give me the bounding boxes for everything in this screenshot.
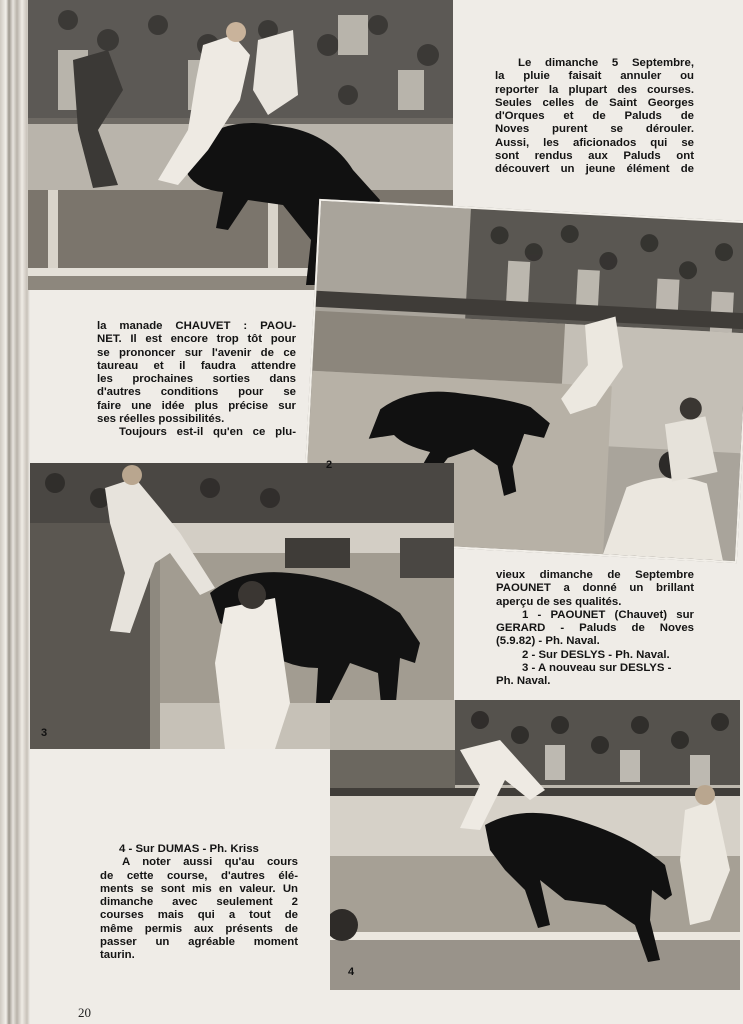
text-line: A noter aussi qu'au cours: [122, 856, 298, 869]
photo-4-image: [330, 700, 740, 990]
photo-3-number: 3: [41, 727, 48, 739]
text-block-middle-right: [496, 569, 694, 689]
page-number: 20: [78, 1005, 91, 1020]
photo-4-number: 4: [348, 966, 355, 978]
text-block-top-right: [495, 57, 694, 177]
text-line: Le dimanche 5 Septembre,: [518, 57, 694, 69]
caption-photo-4: 4 - Sur DUMAS - Ph. Kriss: [119, 843, 259, 855]
text-line: sont rendus aux Paluds ont: [495, 150, 694, 163]
text-line: découvert un jeune élément de: [495, 163, 694, 176]
text-line: aperçu de ses qualités.: [496, 595, 622, 608]
text-line: GERARD - Paluds de Noves: [496, 622, 694, 635]
text-line: vieux dimanche de Septembre: [496, 569, 694, 581]
text-line: 1 - PAOUNET (Chauvet) sur: [522, 608, 694, 621]
photo-4: [330, 700, 740, 990]
text-line: courses mais qui a tout de: [100, 909, 298, 922]
text-line: reporter la plupart des courses.: [495, 83, 694, 96]
text-line: 3 - A nouveau sur DESLYS -: [522, 662, 672, 675]
text-line: (5.9.82) - Ph. Naval.: [496, 635, 600, 648]
text-line: Noves purent se dérouler.: [495, 123, 694, 136]
text-line: Toujours est-il qu'en ce plu-: [119, 426, 296, 439]
text-block-middle-left: [97, 320, 296, 440]
text-block-bottom-left: [100, 843, 298, 963]
text-line: taurin.: [100, 949, 135, 962]
text-line: 2 - Sur DESLYS - Ph. Naval.: [522, 648, 670, 661]
text-line: ses réelles possibilités.: [97, 413, 225, 426]
text-line: NET. Il est encore trop tôt pour: [97, 333, 296, 346]
text-line: de cette course, d'autres élé-: [100, 869, 298, 882]
text-line: ments se sont mis en valeur. Un: [100, 882, 298, 895]
page-binding-edge: [0, 0, 30, 1024]
text-line: d'Orques et de Paluds de: [495, 110, 694, 123]
text-line: la pluie faisait annuler ou: [495, 70, 694, 83]
text-line: Ph. Naval.: [496, 675, 551, 688]
text-line: même permis aux présents de: [100, 922, 298, 935]
text-line: dimanche avec seulement 2: [100, 896, 298, 909]
text-line: PAOUNET a donné un brillant: [496, 582, 694, 595]
text-line: d'autres conditions pour se: [97, 386, 296, 399]
text-line: faire une idée plus précise sur: [97, 399, 296, 412]
text-line: la manade CHAUVET : PAOU-: [97, 320, 296, 332]
text-line: Aussi, les aficionados qui se: [495, 136, 694, 149]
photo-2-number: 2: [326, 459, 333, 471]
text-line: se prononcer sur l'avenir de ce: [97, 346, 296, 359]
text-line: taureau et il faudra attendre: [97, 359, 296, 372]
text-line: les prochaines sorties dans: [97, 373, 296, 386]
text-line: passer un agréable moment: [100, 936, 298, 949]
text-line: Seules celles de Saint Georges: [495, 96, 694, 109]
